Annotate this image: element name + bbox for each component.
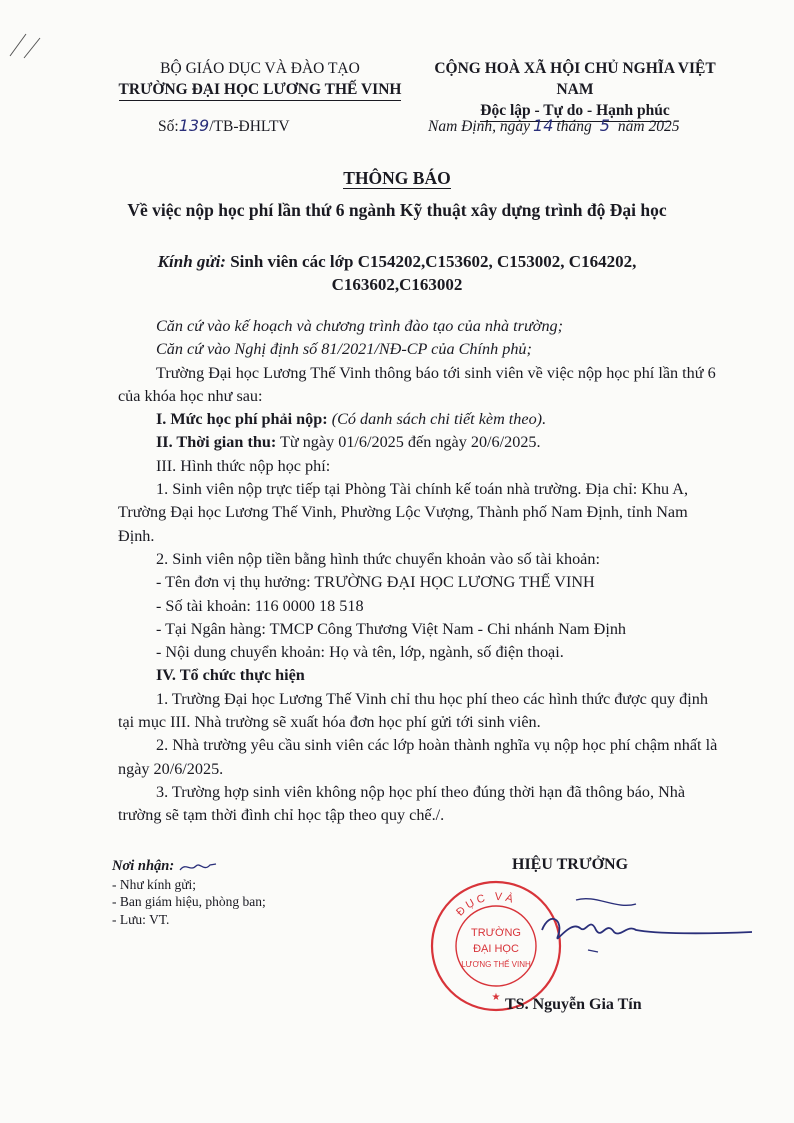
ministry-name: BỘ GIÁO DỤC VÀ ĐÀO TẠO bbox=[160, 60, 360, 77]
handwritten-number: 139 bbox=[178, 116, 210, 135]
handwritten-day: 14 bbox=[533, 116, 554, 135]
section-4-item-3: 3. Trường hợp sinh viên không nộp học phí theo đúng thời hạn đã thông báo, Nhà trường sẽ tạm thời đình chỉ học tập theo quy chế./. bbox=[118, 782, 686, 825]
initial-scribble-icon bbox=[178, 860, 218, 874]
section-4-label: IV. Tổ chức thực hiện bbox=[156, 666, 305, 685]
section-3-item-1: 1. Sinh viên nộp trực tiếp tại Phòng Tài chính kế toán nhà trường. Địa chỉ: Khu A, Trường Đại học Lương Thế Vinh, Phường Lộc Vượng, Thành phố Nam Định, tỉnh Nam Định. bbox=[118, 480, 689, 545]
issue-date: Nam Định, ngày 14 tháng 5 năm 2025 bbox=[428, 116, 680, 135]
stamp-line-1: TRƯỜNG bbox=[471, 927, 521, 939]
stamp-line-2: ĐẠI HỌC bbox=[473, 943, 519, 955]
beneficiary-line: - Tên đơn vị thụ hưởng: TRƯỜNG ĐẠI HỌC LƯƠNG THẾ VINH bbox=[156, 573, 595, 592]
document-number: Số:139/TB-ĐHLTV bbox=[158, 116, 290, 135]
issuer-header bbox=[110, 58, 410, 101]
section-2-label: II. Thời gian thu: bbox=[156, 433, 277, 452]
document-title: THÔNG BÁO bbox=[343, 168, 451, 188]
signature-scribble bbox=[536, 890, 756, 960]
national-motto: Độc lập - Tự do - Hạnh phúc bbox=[480, 100, 669, 122]
document-subtitle: Về việc nộp học phí lần thứ 6 ngành Kỹ thuật xây dựng trình độ Đại học bbox=[127, 200, 667, 220]
bank-line: - Tại Ngân hàng: TMCP Công Thương Việt Nam - Chi nhánh Nam Định bbox=[156, 619, 627, 638]
recipient-item: - Như kính gửi; bbox=[112, 876, 197, 892]
stamp-ring-text: ĐỤC VÀ bbox=[454, 890, 518, 919]
recipients-block bbox=[112, 858, 266, 928]
addressee: Kính gửi: Sinh viên các lớp C154202,C153602, C153002, C164202, C163602,C163002 bbox=[157, 252, 637, 294]
national-header bbox=[418, 58, 732, 122]
university-name: TRƯỜNG ĐẠI HỌC LƯƠNG THẾ VINH bbox=[119, 79, 402, 101]
section-1-label: I. Mức học phí phải nộp: bbox=[156, 410, 328, 429]
signer-title: HIỆU TRƯỞNG bbox=[512, 856, 629, 873]
signer-name: TS. Nguyễn Gia Tín bbox=[505, 996, 642, 1013]
section-3-label: III. Hình thức nộp học phí: bbox=[156, 456, 331, 475]
svg-text:ĐỤC VÀ bbox=[454, 891, 518, 919]
handwritten-month: 5 bbox=[599, 116, 610, 135]
svg-text:★: ★ bbox=[491, 992, 501, 1003]
basis-1: Căn cứ vào kế hoạch và chương trình đào tạo của nhà trường; bbox=[156, 317, 564, 335]
recipient-item: - Ban giám hiệu, phòng ban; bbox=[112, 894, 266, 909]
stamp-line-3: LƯƠNG THẾ VINH bbox=[461, 960, 531, 969]
basis-2: Căn cứ vào Nghị định số 81/2021/NĐ-CP của Chính phủ; bbox=[156, 340, 532, 359]
transfer-content-line: - Nội dung chuyển khoản: Họ và tên, lớp, ngành, số điện thoại. bbox=[156, 643, 564, 662]
document-body: Căn cứ vào kế hoạch và chương trình đào tạo của nhà trường; Căn cứ vào Nghị định số 81/2021/NĐ-CP của Chính phủ; Trường Đại học Lương Thế Vinh thông báo tới sinh viên về việc nộp học phí lần thứ 6 của khóa học như sau: I. Mức học phí phải nộp: (Có danh sách chi tiết kèm theo). II. Thời gian thu: Từ ngày 01/6/2025 đến ngày 20/6/2025. III. Hình thức nộp học phí: 1. Sinh viên nộp trực tiếp tại Phòng Tài chính kế toán nhà trường. Địa chỉ: Khu A, Trường Đại học Lương Thế Vinh, Phường Lộc Vượng, Thành phố Nam Định, tỉnh Nam Định. 2. Sinh viên nộp tiền bằng hình thức chuyển khoản vào số tài khoản: - Tên đơn vị thụ hưởng: TRƯỜNG ĐẠI HỌC LƯƠNG THẾ VINH - Số tài khoản: 116 0000 18 518 - Tại Ngân hàng: TMCP Công Thương Việt Nam - Chi nhánh Nam Định - Nội dung chuyển khoản: Họ và tên, lớp, ngành, số điện thoại. IV. Tổ chức thực hiện 1. Trường Đại học Lương Thế Vinh chỉ thu học phí theo các hình thức được quy định tại mục III. Nhà trường sẽ xuất hóa đơn học phí gửi tới sinh viên. 2. Nhà trường yêu cầu sinh viên các lớp hoàn thành nghĩa vụ nộp học phí chậm nhất là ngày 20/6/2025. 3. Trường hợp sinh viên không nộp học phí theo đúng thời hạn đã thông báo, Nhà trường sẽ tạm thời đình chỉ học tập theo quy chế./. bbox=[118, 315, 720, 828]
intro-paragraph: Trường Đại học Lương Thế Vinh thông báo tới sinh viên về việc nộp học phí lần thứ 6 của khóa học như sau: bbox=[118, 363, 716, 405]
section-4-item-2: 2. Nhà trường yêu cầu sinh viên các lớp hoàn thành nghĩa vụ nộp học phí chậm nhất là ngày 20/6/2025. bbox=[118, 736, 718, 778]
country-name: CỘNG HOÀ XÃ HỘI CHỦ NGHĨA VIỆT NAM bbox=[434, 60, 716, 98]
corner-pen-mark bbox=[6, 30, 54, 60]
account-line: - Số tài khoản: 116 0000 18 518 bbox=[156, 596, 364, 615]
section-3-item-2: 2. Sinh viên nộp tiền bằng hình thức chuyển khoản vào số tài khoản: bbox=[156, 549, 600, 568]
addressee-label: Kính gửi: bbox=[157, 252, 226, 271]
recipient-item: - Lưu: VT. bbox=[112, 911, 170, 927]
section-4-item-1: 1. Trường Đại học Lương Thế Vinh chỉ thu học phí theo các hình thức được quy định tại mục III. Nhà trường sẽ xuất hóa đơn học phí gửi tới sinh viên. bbox=[118, 689, 708, 732]
recipients-title: Nơi nhận: bbox=[112, 858, 266, 876]
